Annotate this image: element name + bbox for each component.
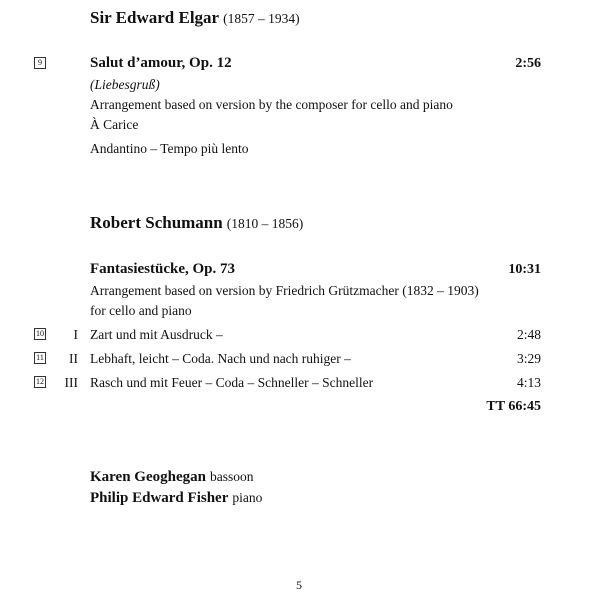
composer-dates: (1810 – 1856) [226,216,304,231]
composer-name: Sir Edward Elgar [90,8,220,27]
movement-title: Rasch und mit Feuer – Coda – Schneller – Schneller [90,375,374,390]
movement-duration: 3:29 [516,351,541,366]
composer-heading-elgar [90,8,300,28]
performer-name: Philip Edward Fisher [90,490,229,506]
track-number-box: 12 [36,377,44,386]
dedication: À Carice [90,117,139,132]
performer-2 [90,489,262,507]
work-title-salut-damour: Salut d’amour, Op. 12 [90,55,232,71]
movement-title: Lebhaft, leicht – Coda. Nach und nach ruhiger – [90,351,351,366]
page-number: 5 [296,578,302,592]
work-duration: 10:31 [508,262,541,277]
work-title-fantasiestucke: Fantasiestücke, Op. 73 [90,261,236,277]
movement-numeral: I [73,327,78,342]
work-subtitle: (Liebesgruß) [90,77,160,92]
composer-heading-schumann [90,213,303,233]
composer-name: Robert Schumann [90,213,223,232]
track-number-box: 10 [36,329,44,338]
performer-instrument: bassoon [209,469,254,484]
performer-1 [90,468,253,486]
work-duration: 2:56 [515,56,541,71]
movement-numeral: II [69,351,78,366]
total-time: TT 66:45 [486,399,541,414]
performer-instrument: piano [232,490,263,505]
tempo-marking: Andantino – Tempo più lento [90,141,249,156]
arrangement-note-line-1: Arrangement based on version by Friedrich Grützmacher (1832 – 1903) [90,283,479,298]
performer-name: Karen Geoghegan [90,469,206,485]
movement-title: Zart und mit Ausdruck – [90,327,223,342]
movement-numeral: III [64,375,78,390]
movement-duration: 4:13 [516,375,541,390]
movement-duration: 2:48 [516,327,541,342]
composer-dates: (1857 – 1934) [223,11,300,26]
arrangement-note: Arrangement based on version by the composer for cello and piano [90,97,453,112]
arrangement-note-line-2: for cello and piano [90,303,192,318]
track-number-box: 9 [34,57,46,69]
track-number-box: 11 [34,352,46,364]
